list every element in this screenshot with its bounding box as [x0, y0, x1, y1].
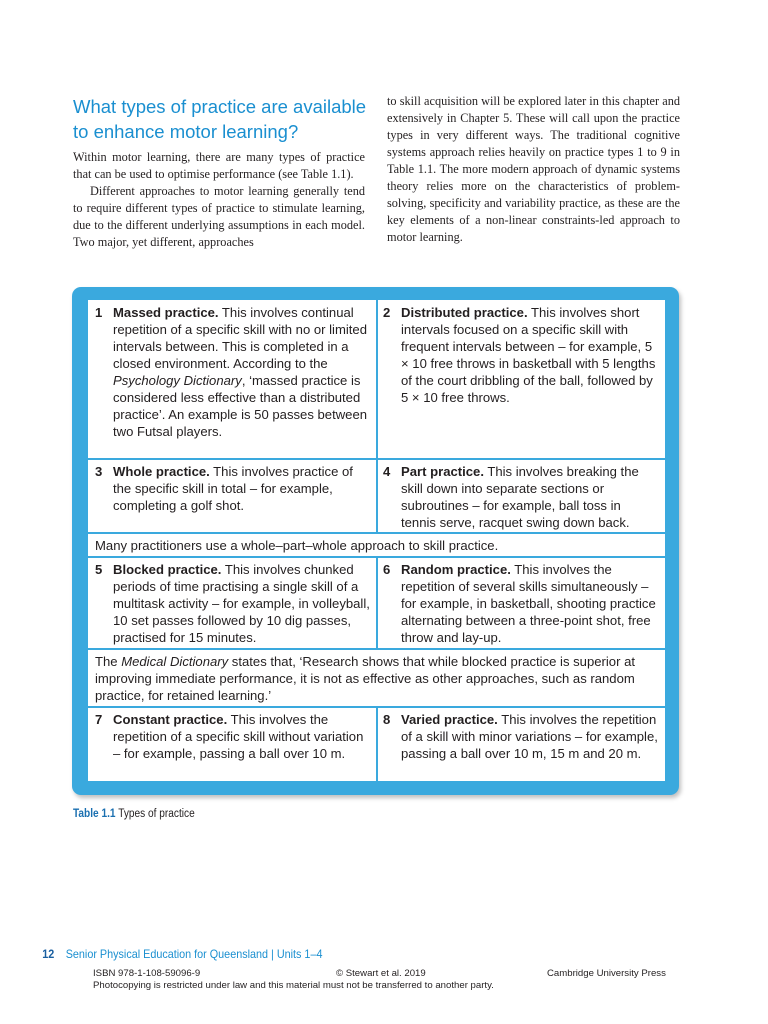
table-cell-whole-practice — [88, 459, 376, 533]
cell-title: Part practice. — [401, 464, 484, 479]
cell-body: This involves practice of the specific skill in total – for example, completing a golf shot. — [113, 464, 353, 513]
cell-body: This involves chunked periods of time practising a single skill of a multitask activity – for example, in volleyball, 10 set passes followed by 10 dig passes, practised for 15 minutes. — [113, 562, 370, 645]
practice-types-table — [88, 300, 665, 781]
intro-left-column — [73, 149, 365, 251]
cell-text — [113, 463, 370, 514]
isbn: ISBN 978-1-108-59096-9 — [93, 968, 201, 979]
cell-title: Blocked practice. — [113, 562, 222, 577]
cell-number: 1 — [95, 305, 103, 320]
copyright: © Stewart et al. 2019 — [336, 968, 426, 979]
cell-text — [113, 304, 370, 440]
table-divider — [376, 300, 378, 533]
cell-body: This involves breaking the skill down into separate sections or subroutines – for example, ball toss in tennis serve, racquet swing down back. — [401, 464, 639, 530]
cell-emphasis: Psychology Dictionary — [113, 373, 242, 388]
cell-body: This involves the repetition of several skills simultaneously – for example, in basketball, shooting practice alternating between a three-point shot, free throw and lay-up. — [401, 562, 656, 645]
note-text: Many practitioners use a whole–part–whole approach to skill practice. — [95, 538, 499, 553]
intro-right-column — [387, 93, 680, 246]
section-heading — [73, 94, 373, 144]
heading-line-2: to enhance motor learning? — [73, 121, 299, 142]
cell-body-end: , ‘massed practice is considered less effective than a distributed practice’. An example is 50 passes between two Futsal players. — [113, 373, 368, 439]
table-cell-constant-practice — [88, 707, 376, 781]
note-text — [95, 653, 657, 704]
page-number: 12 — [42, 947, 55, 961]
cell-text — [401, 304, 659, 406]
cell-number: 2 — [383, 305, 391, 320]
book-title: Senior Physical Education for Queensland | Units 1–4 — [65, 947, 323, 961]
cell-number: 8 — [383, 712, 391, 727]
heading-line-1: What types of practice are available — [73, 96, 367, 117]
intro-paragraph-2: Different approaches to motor learning generally tend to require different types of practice to stimulate learning, due to the different underlying assumptions in each model. Two major, yet different, approaches — [73, 184, 365, 249]
cell-number: 4 — [383, 464, 391, 479]
table-note-medical-dictionary — [88, 649, 665, 707]
cell-number: 6 — [383, 562, 391, 577]
cell-number: 5 — [95, 562, 103, 577]
cell-body: This involves short intervals focused on a specific skill with frequent intervals between – for example, 5 × 10 free throws in basketball with 5 lengths of the court dribbling of the ball, followed by 5 × 10 free throws. — [401, 305, 656, 405]
cell-title: Varied practice. — [401, 712, 498, 727]
intro-paragraph-1: Within motor learning, there are many types of practice that can be used to optimise performance (see Table 1.1). — [73, 150, 365, 181]
caption-text: Types of practice — [115, 808, 195, 820]
cell-number: 7 — [95, 712, 103, 727]
table-note-whole-part-whole — [88, 533, 665, 557]
table-cell-massed-practice — [88, 300, 376, 459]
table-divider — [376, 557, 378, 649]
table-caption — [73, 808, 195, 820]
cell-body: This involves continual repetition of a specific skill with no or limited intervals between. This is completed in a closed environment. According to the — [113, 305, 367, 371]
cell-text — [113, 711, 370, 762]
cell-title: Massed practice. — [113, 305, 219, 320]
table-cell-varied-practice — [376, 707, 665, 781]
note-text-start: The — [95, 654, 122, 669]
cell-body: This involves the repetition of a skill with minor variations – for example, passing a ball over 10 m, 15 m and 20 m. — [401, 712, 658, 761]
cell-body: This involves the repetition of a specific skill without variation – for example, passing a ball over 10 m. — [113, 712, 364, 761]
table-cell-part-practice — [376, 459, 665, 533]
table-divider — [376, 707, 378, 781]
copy-notice: Photocopying is restricted under law and this material must not be transferred to another party. — [93, 980, 494, 991]
cell-title: Whole practice. — [113, 464, 210, 479]
cell-text — [401, 463, 659, 531]
cell-title: Constant practice. — [113, 712, 228, 727]
cell-title: Random practice. — [401, 562, 511, 577]
table-cell-blocked-practice — [88, 557, 376, 649]
cell-number: 3 — [95, 464, 103, 479]
note-emphasis: Medical Dictionary — [121, 654, 229, 669]
cell-text — [401, 561, 659, 646]
cell-title: Distributed practice. — [401, 305, 528, 320]
cell-text — [401, 711, 659, 762]
publisher: Cambridge University Press — [547, 968, 666, 979]
note-text-end: states that, ‘Research shows that while blocked practice is superior at improving immediate performance, it is not as effective as other approaches, such as random practice, for retained learning.’ — [95, 654, 635, 703]
cell-text — [113, 561, 370, 646]
table-cell-random-practice — [376, 557, 665, 649]
caption-label: Table 1.1 — [73, 808, 116, 820]
intro-paragraph-3: to skill acquisition will be explored later in this chapter and extensively in Chapter 5. These will call upon the practice types in very different ways. The traditional cognitive systems approach relies heavily on practice types 1 to 9 in Table 1.1. The more modern approach of dynamic systems theory relies more on the characteristics of problem-solving, specificity and variability practice, as these are the key elements of a non-linear constraints-led approach to motor learning. — [387, 94, 680, 244]
table-cell-distributed-practice — [376, 300, 665, 459]
